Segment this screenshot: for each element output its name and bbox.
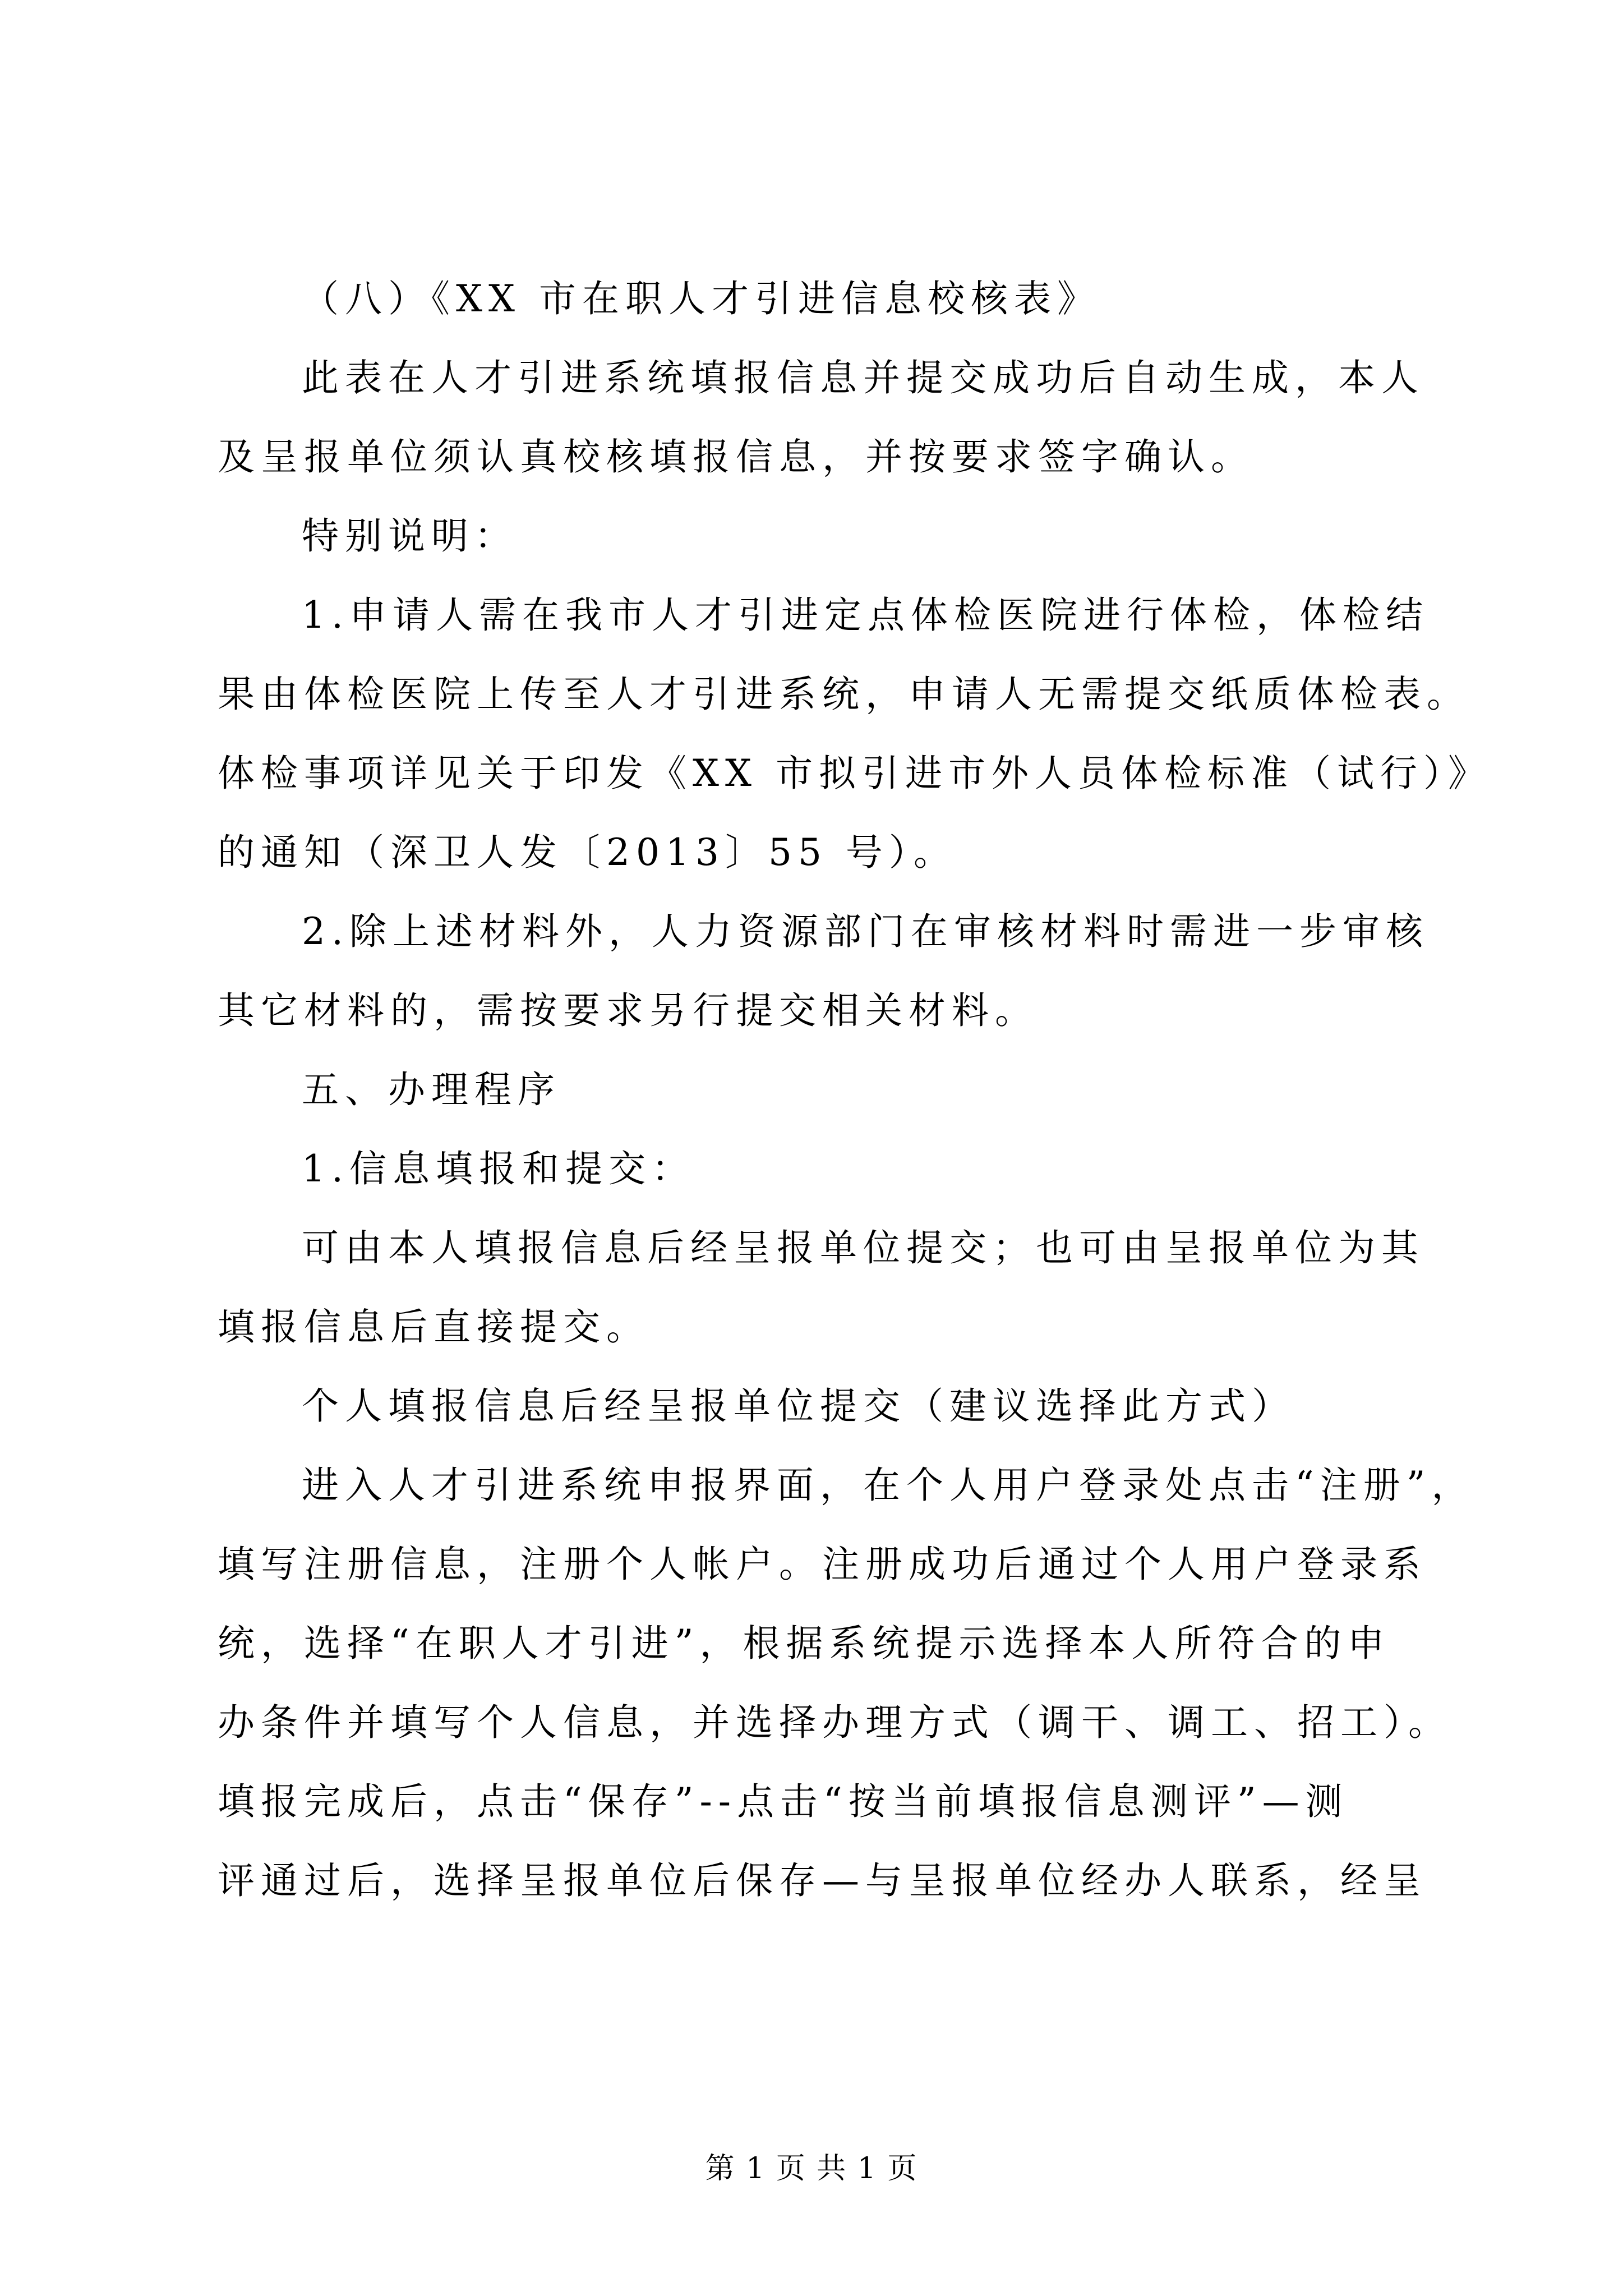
paragraph-line: 体检事项详见关于印发《XX 市拟引进市外人员体检标准（试行）》 [218,752,1491,795]
paragraph-line: 及呈报单位须认真校核填报信息，并按要求签字确认。 [218,435,1254,478]
paragraph-line: 统，选择“在职人才引进”，根据系统提示选择本人所符合的申 [218,1622,1391,1665]
paragraph-line: 的通知（深卫人发〔2013〕55 号）。 [218,831,957,874]
paragraph-line: 填写注册信息，注册个人帐户。注册成功后通过个人用户登录系 [218,1543,1427,1586]
paragraph-line: 填报信息后直接提交。 [218,1305,649,1349]
document-body [218,277,1491,1941]
paragraph-line: 评通过后，选择呈报单位后保存—与呈报单位经办人联系，经呈 [218,1859,1427,1902]
paragraph-line: 此表在人才引进系统填报信息并提交成功后自动生成，本人 [302,356,1424,399]
section-heading-5: 五、办理程序 [302,1068,561,1111]
subheading-personal-submission: 个人填报信息后经呈报单位提交（建议选择此方式） [302,1384,1295,1428]
paragraph-line: 果由体检医院上传至人才引进系统，申请人无需提交纸质体检表。 [218,673,1470,716]
step-heading-1: 1.信息填报和提交： [302,1147,695,1190]
note-item-1: 1.申请人需在我市人才引进定点体检医院进行体检，体检结 [302,593,1429,637]
paragraph-line: 填报完成后，点击“保存”--点击“按当前填报信息测评”—测 [218,1780,1349,1823]
section-heading-8: （八）《XX 市在职人才引进信息校核表》 [302,277,1100,320]
paragraph-line: 可由本人填报信息后经呈报单位提交；也可由呈报单位为其 [302,1226,1424,1269]
paragraph-line: 进入人才引进系统申报界面，在个人用户登录处点击“注册”， [302,1464,1475,1507]
special-note-heading: 特别说明： [302,514,518,558]
paragraph-line: 办条件并填写个人信息，并选择办理方式（调干、调工、招工）。 [218,1701,1451,1744]
note-item-2: 2.除上述材料外，人力资源部门在审核材料时需进一步审核 [302,910,1429,953]
paragraph-line: 其它材料的，需按要求另行提交相关材料。 [218,989,1038,1032]
page-footer: 第 1 页 共 1 页 [705,2152,918,2185]
